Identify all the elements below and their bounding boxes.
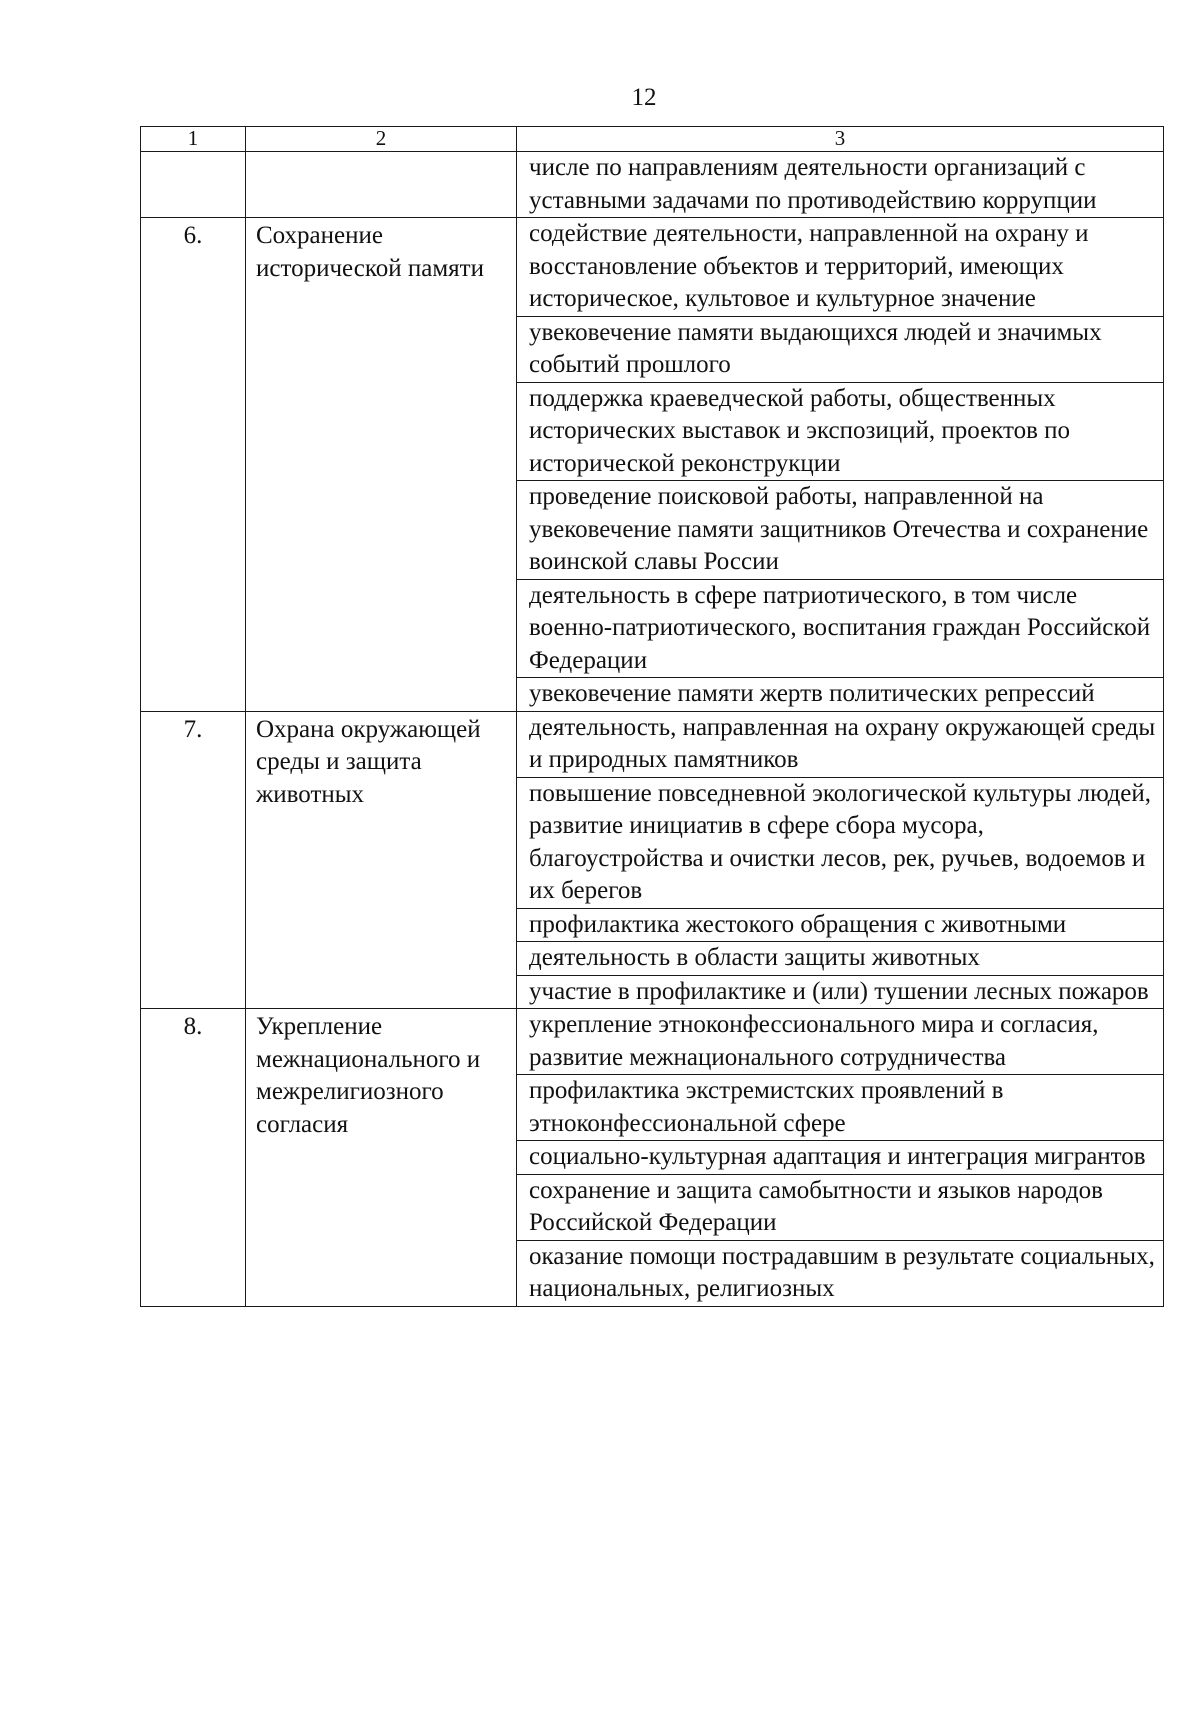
activity-item: укрепление этноконфессионального мира и согласия, развитие межнационального сотрудничества bbox=[517, 1009, 1163, 1075]
row-direction: Охрана окружающей среды и защита животных bbox=[246, 711, 517, 1009]
table-row bbox=[141, 152, 1164, 218]
row-direction: Сохранение исторической памяти bbox=[246, 218, 517, 712]
row-activities bbox=[517, 218, 1164, 712]
activity-item: профилактика жестокого обращения с животными bbox=[517, 909, 1163, 943]
activity-item: поддержка краеведческой работы, общественных исторических выставок и экспозиций, проектов по исторической реконструкции bbox=[517, 383, 1163, 482]
activity-item: деятельность в области защиты животных bbox=[517, 942, 1163, 976]
row-direction bbox=[246, 152, 517, 218]
activity-item: деятельность в сфере патриотического, в том числе военно-патриотического, воспитания граждан Российской Федерации bbox=[517, 580, 1163, 679]
activity-item: социально-культурная адаптация и интеграция мигрантов bbox=[517, 1141, 1163, 1175]
activity-item: увековечение памяти выдающихся людей и значимых событий прошлого bbox=[517, 317, 1163, 383]
row-direction: Укрепление межнационального и межрелигиозного согласия bbox=[246, 1009, 517, 1307]
activity-item: оказание помощи пострадавшим в результате социальных, национальных, религиозных bbox=[529, 1242, 1155, 1302]
activity-table bbox=[140, 126, 1164, 1307]
activity-item: числе по направлениям деятельности организаций с уставными задачами по противодействию коррупции bbox=[529, 154, 1097, 214]
header-col-2: 2 bbox=[246, 127, 517, 152]
activity-item: содействие деятельности, направленной на охрану и восстановление объектов и территорий, имеющих историческое, культовое и культурное значение bbox=[517, 218, 1163, 317]
activity-item: сохранение и защита самобытности и языков народов Российской Федерации bbox=[517, 1175, 1163, 1241]
table-row bbox=[141, 711, 1164, 1009]
activity-item: проведение поисковой работы, направленной на увековечение памяти защитников Отечества и сохранение воинской славы России bbox=[517, 481, 1163, 580]
table-row bbox=[141, 1009, 1164, 1307]
header-col-3: 3 bbox=[517, 127, 1164, 152]
table-header-row bbox=[141, 127, 1164, 152]
activity-item: участие в профилактике и (или) тушении лесных пожаров bbox=[529, 977, 1149, 1005]
activity-item: повышение повседневной экологической культуры людей, развитие инициатив в сфере сбора мусора, благоустройства и очистки лесов, рек, ручьев, водоемов и их берегов bbox=[517, 778, 1163, 909]
row-activities bbox=[517, 152, 1164, 218]
activity-item: профилактика экстремистских проявлений в этноконфессиональной сфере bbox=[517, 1075, 1163, 1141]
activity-item: деятельность, направленная на охрану окружающей среды и природных памятников bbox=[517, 712, 1163, 778]
row-number: 7. bbox=[141, 711, 246, 1009]
row-activities bbox=[517, 1009, 1164, 1307]
table-row bbox=[141, 218, 1164, 712]
page-number: 12 bbox=[631, 84, 657, 111]
row-number bbox=[141, 152, 246, 218]
header-col-1: 1 bbox=[141, 127, 246, 152]
row-activities bbox=[517, 711, 1164, 1009]
activity-item: увековечение памяти жертв политических репрессий bbox=[529, 680, 1095, 707]
row-number: 8. bbox=[141, 1009, 246, 1307]
row-number: 6. bbox=[141, 218, 246, 712]
